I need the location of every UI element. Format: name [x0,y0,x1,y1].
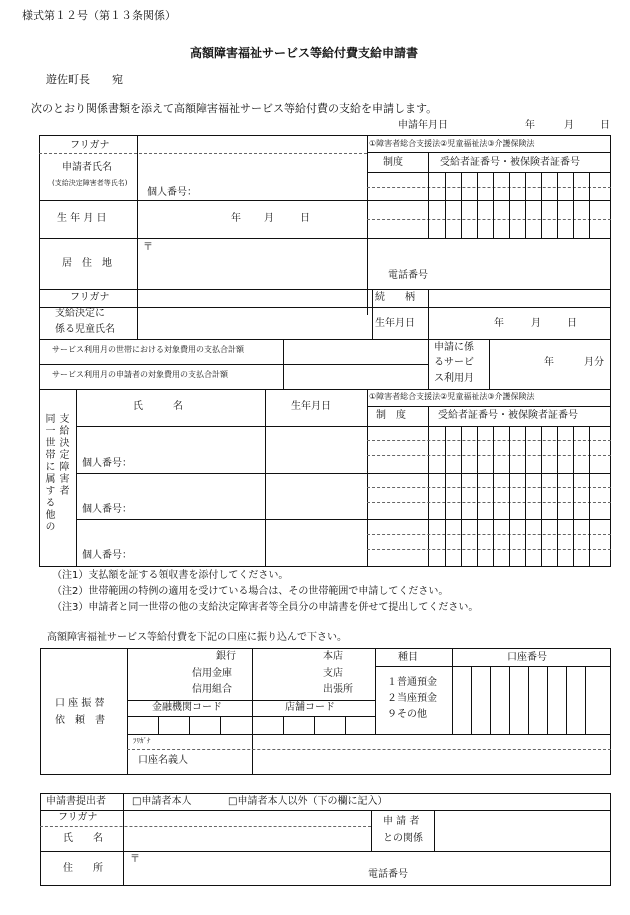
bank-side-label-2: 依 頼 書 [55,715,105,726]
insurance-types: ①障害者総合支援法②児童福祉法③介護保険法 [369,139,535,148]
household-cert-label: 受給者証番号・被保険者証番号 [438,410,578,421]
household-side-label-a: 同一世帯に属する他の [43,413,54,533]
date-year: 年 [525,120,535,131]
bank-type-bank: 銀行 [216,651,236,662]
branch-type-main: 本店 [323,651,343,662]
submitter-address-label: 住 所 [63,863,103,874]
household-dob-header: 生年月日 [291,401,331,412]
household-side-label-b: 支給決定障害者 [57,413,68,497]
service-year: 年 [544,357,554,368]
note-1: （注1）支払額を証する領収書を添付してください。 [52,570,289,581]
child-dob-year: 年 [494,318,504,329]
dob-month: 月 [264,213,274,224]
submitter-self-option[interactable]: □申請者本人 [132,796,192,807]
dob-year: 年 [231,213,241,224]
kind-current[interactable]: ２当座預金 [387,693,437,704]
intro-text: 次のとおり関係書類を添えて高額障害福祉サービス等給付費の支給を申請します。 [31,102,438,115]
household-total-label: サービス利用月の世帯における対象費用の支払合計額 [52,345,244,354]
branch-type-office: 出張所 [323,684,353,695]
bank-type-kumiai: 信用組合 [192,684,232,695]
date-day: 日 [600,120,610,131]
household-insurance-types: ①障害者総合支援法②児童福祉法③介護保険法 [369,392,535,401]
holder-furigana-label: ﾌﾘｶﾞﾅ [133,737,151,745]
service-month-label-1: 申請に係 [434,342,474,353]
child-name-label-2: 係る児童氏名 [55,324,115,335]
addressee: 遊佐町長 宛 [46,73,123,86]
member2-personal-number: 個人番号： [82,504,132,515]
date-month: 月 [564,120,574,131]
applicant-name-label: 申請者氏名 [62,162,112,173]
application-date-label: 申請年月日 [398,120,448,131]
submitter-label: 申請書提出者 [46,796,106,807]
submitter-other-option[interactable]: □申請者本人以外（下の欄に記入） [228,796,388,807]
address-label: 居 住 地 [62,258,112,269]
note-3: （注3）申請者と同一世帯の他の支給決定障害者等全員分の申請書を併せて提出してください。 [52,602,479,613]
household-name-header: 氏 名 [133,401,183,412]
account-number-label: 口座番号 [507,652,547,663]
page-title: 高額障害福祉サービス等給付費支給申請書 [190,46,419,60]
bank-side-label-1: 口 座 振 替 [55,698,105,709]
service-month-label-2: るサービ [434,357,474,368]
cert-number-label: 受給者証番号・被保険者証番号 [440,157,580,168]
furigana-label: フリガナ [70,140,110,151]
applicant-name-field[interactable] [140,154,365,176]
dob-day: 日 [300,213,310,224]
system-label: 制度 [383,157,403,168]
submitter-relation-field[interactable] [438,813,606,847]
bank-type-shinkin: 信用金庫 [192,668,232,679]
dob-label: 生 年 月 日 [57,213,107,224]
account-holder-label: 口座名義人 [138,755,188,766]
child-furigana-label: フリガナ [70,292,110,303]
submitter-postal-mark: 〒 [130,854,140,865]
child-dob-label: 生年月日 [375,318,415,329]
address-field[interactable] [155,243,605,267]
bank-code-label: 金融機関コード [152,702,222,713]
submitter-phone-label: 電話番号 [368,869,408,880]
postal-mark: 〒 [143,242,153,253]
branch-code-label: 店舗コード [285,702,335,713]
submitter-relation-label-2: との関係 [383,833,423,844]
personal-number-field[interactable] [215,182,365,198]
relation-label: 続 柄 [375,292,415,303]
service-month: 月分 [584,357,604,368]
submitter-relation-label-1: 申 請 者 [383,816,420,827]
personal-number-label: 個人番号： [147,187,197,198]
submitter-name-label: 氏 名 [63,833,103,844]
member3-personal-number: 個人番号： [82,550,132,561]
account-kind-label: 種目 [398,652,418,663]
household-system-label: 制 度 [376,410,406,421]
kind-other[interactable]: ９その他 [387,709,427,720]
member1-personal-number: 個人番号： [82,458,132,469]
service-month-label-3: ス利用月 [434,373,474,384]
child-name-label-1: 支給決定に [55,308,105,319]
kind-ordinary[interactable]: １普通預金 [387,677,437,688]
submitter-furigana-label: フリガナ [58,812,98,823]
form-number: 様式第１２号（第１３条関係） [22,9,176,22]
child-dob-month: 月 [531,318,541,329]
applicant-name-note: (支給決定障害者等氏名) [52,179,128,187]
account-holder-field[interactable] [256,752,606,772]
applicant-total-label: サービス利用月の申請者の対象費用の支払合計額 [52,370,228,379]
phone-label: 電話番号 [388,270,428,281]
child-dob-day: 日 [567,318,577,329]
branch-type-branch: 支店 [323,668,343,679]
bank-intro: 高額障害福祉サービス等給付費を下記の口座に振り込んで下さい。 [47,632,347,643]
note-2: （注2）世帯範囲の特例の適用を受けている場合は、その世帯範囲で申請してください。 [52,586,449,597]
submitter-name-field[interactable] [128,829,368,849]
